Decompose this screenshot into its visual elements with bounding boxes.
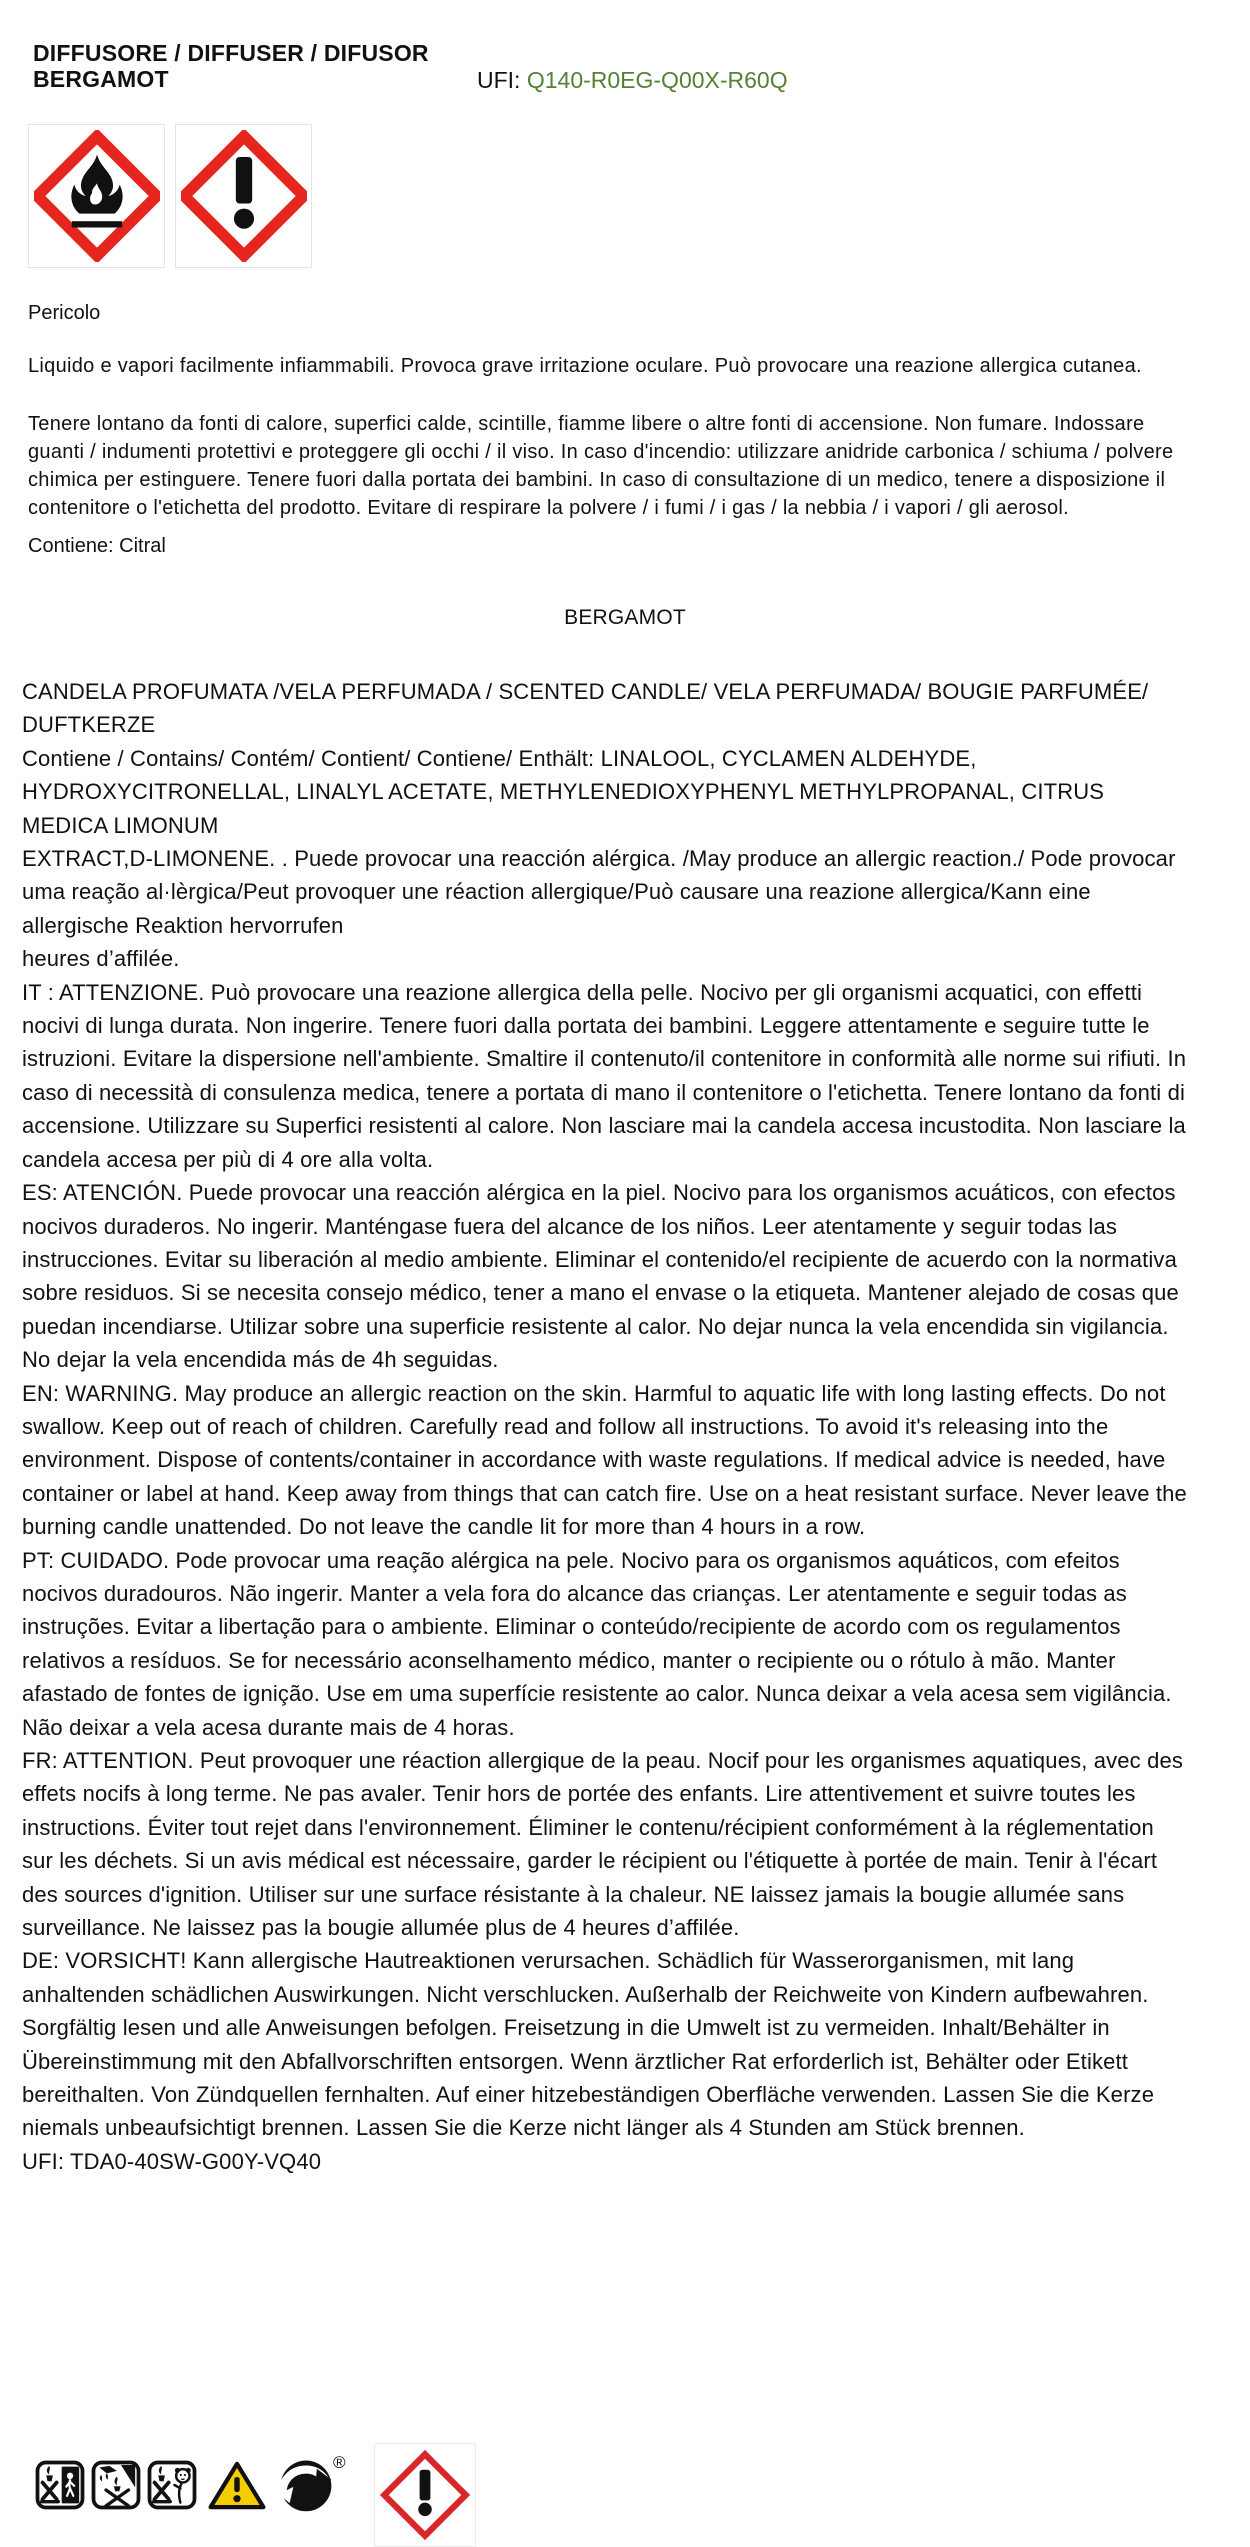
- product-title-line1: DIFFUSORE / DIFFUSER / DIFUSOR: [33, 40, 429, 66]
- ghs-pictogram-row: [28, 124, 1250, 268]
- footer-icon-row: [35, 2433, 1250, 2537]
- product-heading: BERGAMOT: [564, 606, 686, 629]
- ghs02-flame-icon: [28, 124, 165, 268]
- ufi-bottom: UFI: TDA0-40SW-G00Y-VQ40: [22, 2148, 322, 2174]
- ufi-label: UFI:: [477, 67, 521, 93]
- green-dot-recycling-icon: [277, 2453, 346, 2514]
- multilingual-block: [22, 675, 1188, 2178]
- precautionary-statements: Tenere lontano da fonti di calore, superfici calde, scintille, fiamme libere o altre fonti di accensione. Non fumare. Indossare guanti / indumenti protettivi e proteggere gli occhi / il viso. In caso d'incendio: utilizzare anidride carbonica / schiuma / polvere chimica per estinguere. Tenere fuori dalla portata dei bambini. In caso di consultazione di un medico, tenere a disposizione il contenitore o l'etichetta del prodotto. Evitare di respirare la polvere / i fumi / i gas / la nebbia / i vapori / gli aerosol.: [28, 413, 1174, 519]
- warning-triangle-icon: [207, 2459, 267, 2512]
- title-row: [33, 66, 1205, 94]
- warning-it: IT : ATTENZIONE. Può provocare una reazione allergica della pelle. Nocivo per gli organismi acquatici, con effetti nocivi di lunga durata. Non ingerire. Tenere fuori dalla portata dei bambini. Leggere attentamente e seguire tutte le istruzioni. Evitare la dispersione nell'ambiente. Smaltire il contenuto/il contenitore in conformità alle norme sui rifiuti. In caso di necessità di consulenza medica, tenere a portata di mano il contenitore o l'etichetta. Tenere lontano da fonti di accensione. Utilizzare su Superfici resistenti al calore. Non lasciare mai la candela accesa incustodita. Non lasciare la candela accesa per più di 4 ore alla volta.: [22, 979, 1187, 1172]
- warning-pt: PT: CUIDADO. Pode provocar uma reação alérgica na pele. Nocivo para os organismos aquáticos, com efeitos nocivos duradouros. Não ingerir. Manter a vela fora do alcance das crianças. Ler atentamente e seguir todas as instruções. Evitar a libertação para o ambiente. Eliminar o conteúdo/recipiente de acordo com os regulamentos relativos a resíduos. Se for necessário aconselhamento médico, manter o recipiente ou o rótulo à mão. Manter afastado de fontes de ignição. Use em uma superfície resistente ao calor. Nunca deixar a vela acesa sem vigilância. Não deixar a vela acesa durante mais de 4 horas.: [22, 1547, 1172, 1740]
- warning-fr: FR: ATTENTION. Peut provoquer une réaction allergique de la peau. Nocif pour les organismes aquatiques, avec des effets nocifs à long terme. Ne pas avaler. Tenir hors de portée des enfants. Lire attentivement et suivre toutes les instructions. Éviter tout rejet dans l'environnement. Éliminer le contenu/récipient conformément à la réglementation sur les déchets. Si un avis médical est nécessaire, garder le récipient ou l'étiquette à portée de main. Tenir à l'écart des sources d'ignition. Utiliser sur une surface résistante à la chaleur. NE laissez jamais la bougie allumée sans surveillance. Ne laissez pas la bougie allumée plus de 4 heures d’affilée.: [22, 1748, 1184, 1941]
- product-title-line2: BERGAMOT: [33, 66, 169, 92]
- hazard-statements: Liquido e vapori facilmente infiammabili. Provoca grave irritazione oculare. Può provocare una reazione allergica cutanea.: [28, 355, 1142, 377]
- candle-flammables-icon: [91, 2460, 141, 2510]
- warning-en: EN: WARNING. May produce an allergic reaction on the skin. Harmful to aquatic life with long lasting effects. Do not swallow. Keep out of reach of children. Carefully read and follow all instructions. To avoid it's releasing into the environment. Dispose of contents/container in accordance with waste regulations. If medical advice is needed, have container or label at hand. Keep away from things that can catch fire. Use on a heat resistant surface. Never leave the burning candle unattended. Do not leave the candle lit for more than 4 hours in a row.: [22, 1380, 1187, 1540]
- candle-names-line: CANDELA PROFUMATA /VELA PERFUMADA / SCENTED CANDLE/ VELA PERFUMADA/ BOUGIE PARFUMÉE/ DUFTKERZE: [22, 679, 1149, 738]
- warning-es: ES: ATENCIÓN. Puede provocar una reacción alérgica en la piel. Nocivo para los organismos acuáticos, con efectos nocivos duraderos. No ingerir. Manténgase fuera del alcance de los niños. Leer atentamente y seguir todas las instrucciones. Evitar su liberación al medio ambiente. Eliminar el contenido/el recipiente de acuerdo con la normativa sobre residuos. Si se necesita consejo médico, tener a mano el envase o la etiqueta. Mantener alejado de cosas que puedan incendiarse. Utilizar sobre una superficie resistente al calor. No dejar nunca la vela encendida sin vigilancia. No dejar la vela encendida más de 4h seguidas.: [22, 1180, 1179, 1373]
- contains-statement: Contiene: Citral: [28, 535, 166, 557]
- allergy-line: EXTRACT,D-LIMONENE. . Puede provocar una reacción alérgica. /May produce an allergic reaction./ Pode provocar uma reação al·lèrgica/Peut provoquer une réaction allergique/Può causare una reazione allergica/Kann eine allergische Reaktion hervorrufen: [22, 846, 1176, 938]
- candle-unattended-icon: [35, 2460, 85, 2510]
- registered-trademark: ®: [333, 2453, 346, 2472]
- ufi-top: [477, 67, 788, 93]
- ghs07-exclamation-bottom-icon: [374, 2443, 476, 2547]
- signal-word: Pericolo: [28, 302, 101, 324]
- fragment-line: heures d’affilée.: [22, 946, 180, 972]
- candle-children-icon: [147, 2460, 197, 2510]
- ufi-code: Q140-R0EG-Q00X-R60Q: [526, 67, 788, 93]
- header: [0, 0, 1250, 94]
- ghs07-exclamation-icon: [175, 124, 312, 268]
- contains-line: Contiene / Contains/ Contém/ Contient/ Contiene/ Enthält: LINALOOL, CYCLAMEN ALDEHYDE, HYDROXYCITRONELLAL, LINALYL ACETATE, METHYLENEDIOXYPHENYL METHYLPROPANAL, CITRUS MEDICA LIMONUM: [22, 745, 1105, 838]
- warning-de: DE: VORSICHT! Kann allergische Hautreaktionen verursachen. Schädlich für Wasserorganismen, mit lang anhaltenden schädlichen Auswirkungen. Nicht verschlucken. Außerhalb der Reichweite von Kindern aufbewahren. Sorgfältig lesen und alle Anweisungen befolgen. Freisetzung in die Umwelt ist zu vermeiden. Inhalt/Behälter in Übereinstimmung mit den Abfallvorschriften entsorgen. Wenn ärztlicher Rat erforderlich ist, Behälter oder Etikett bereithalten. Von Zündquellen fernhalten. Auf einer hitzebeständigen Oberfläche verwenden. Lassen Sie die Kerze niemals unbeaufsichtigt brennen. Lassen Sie die Kerze nicht länger als 4 Stunden am Stück brennen.: [22, 1948, 1155, 2141]
